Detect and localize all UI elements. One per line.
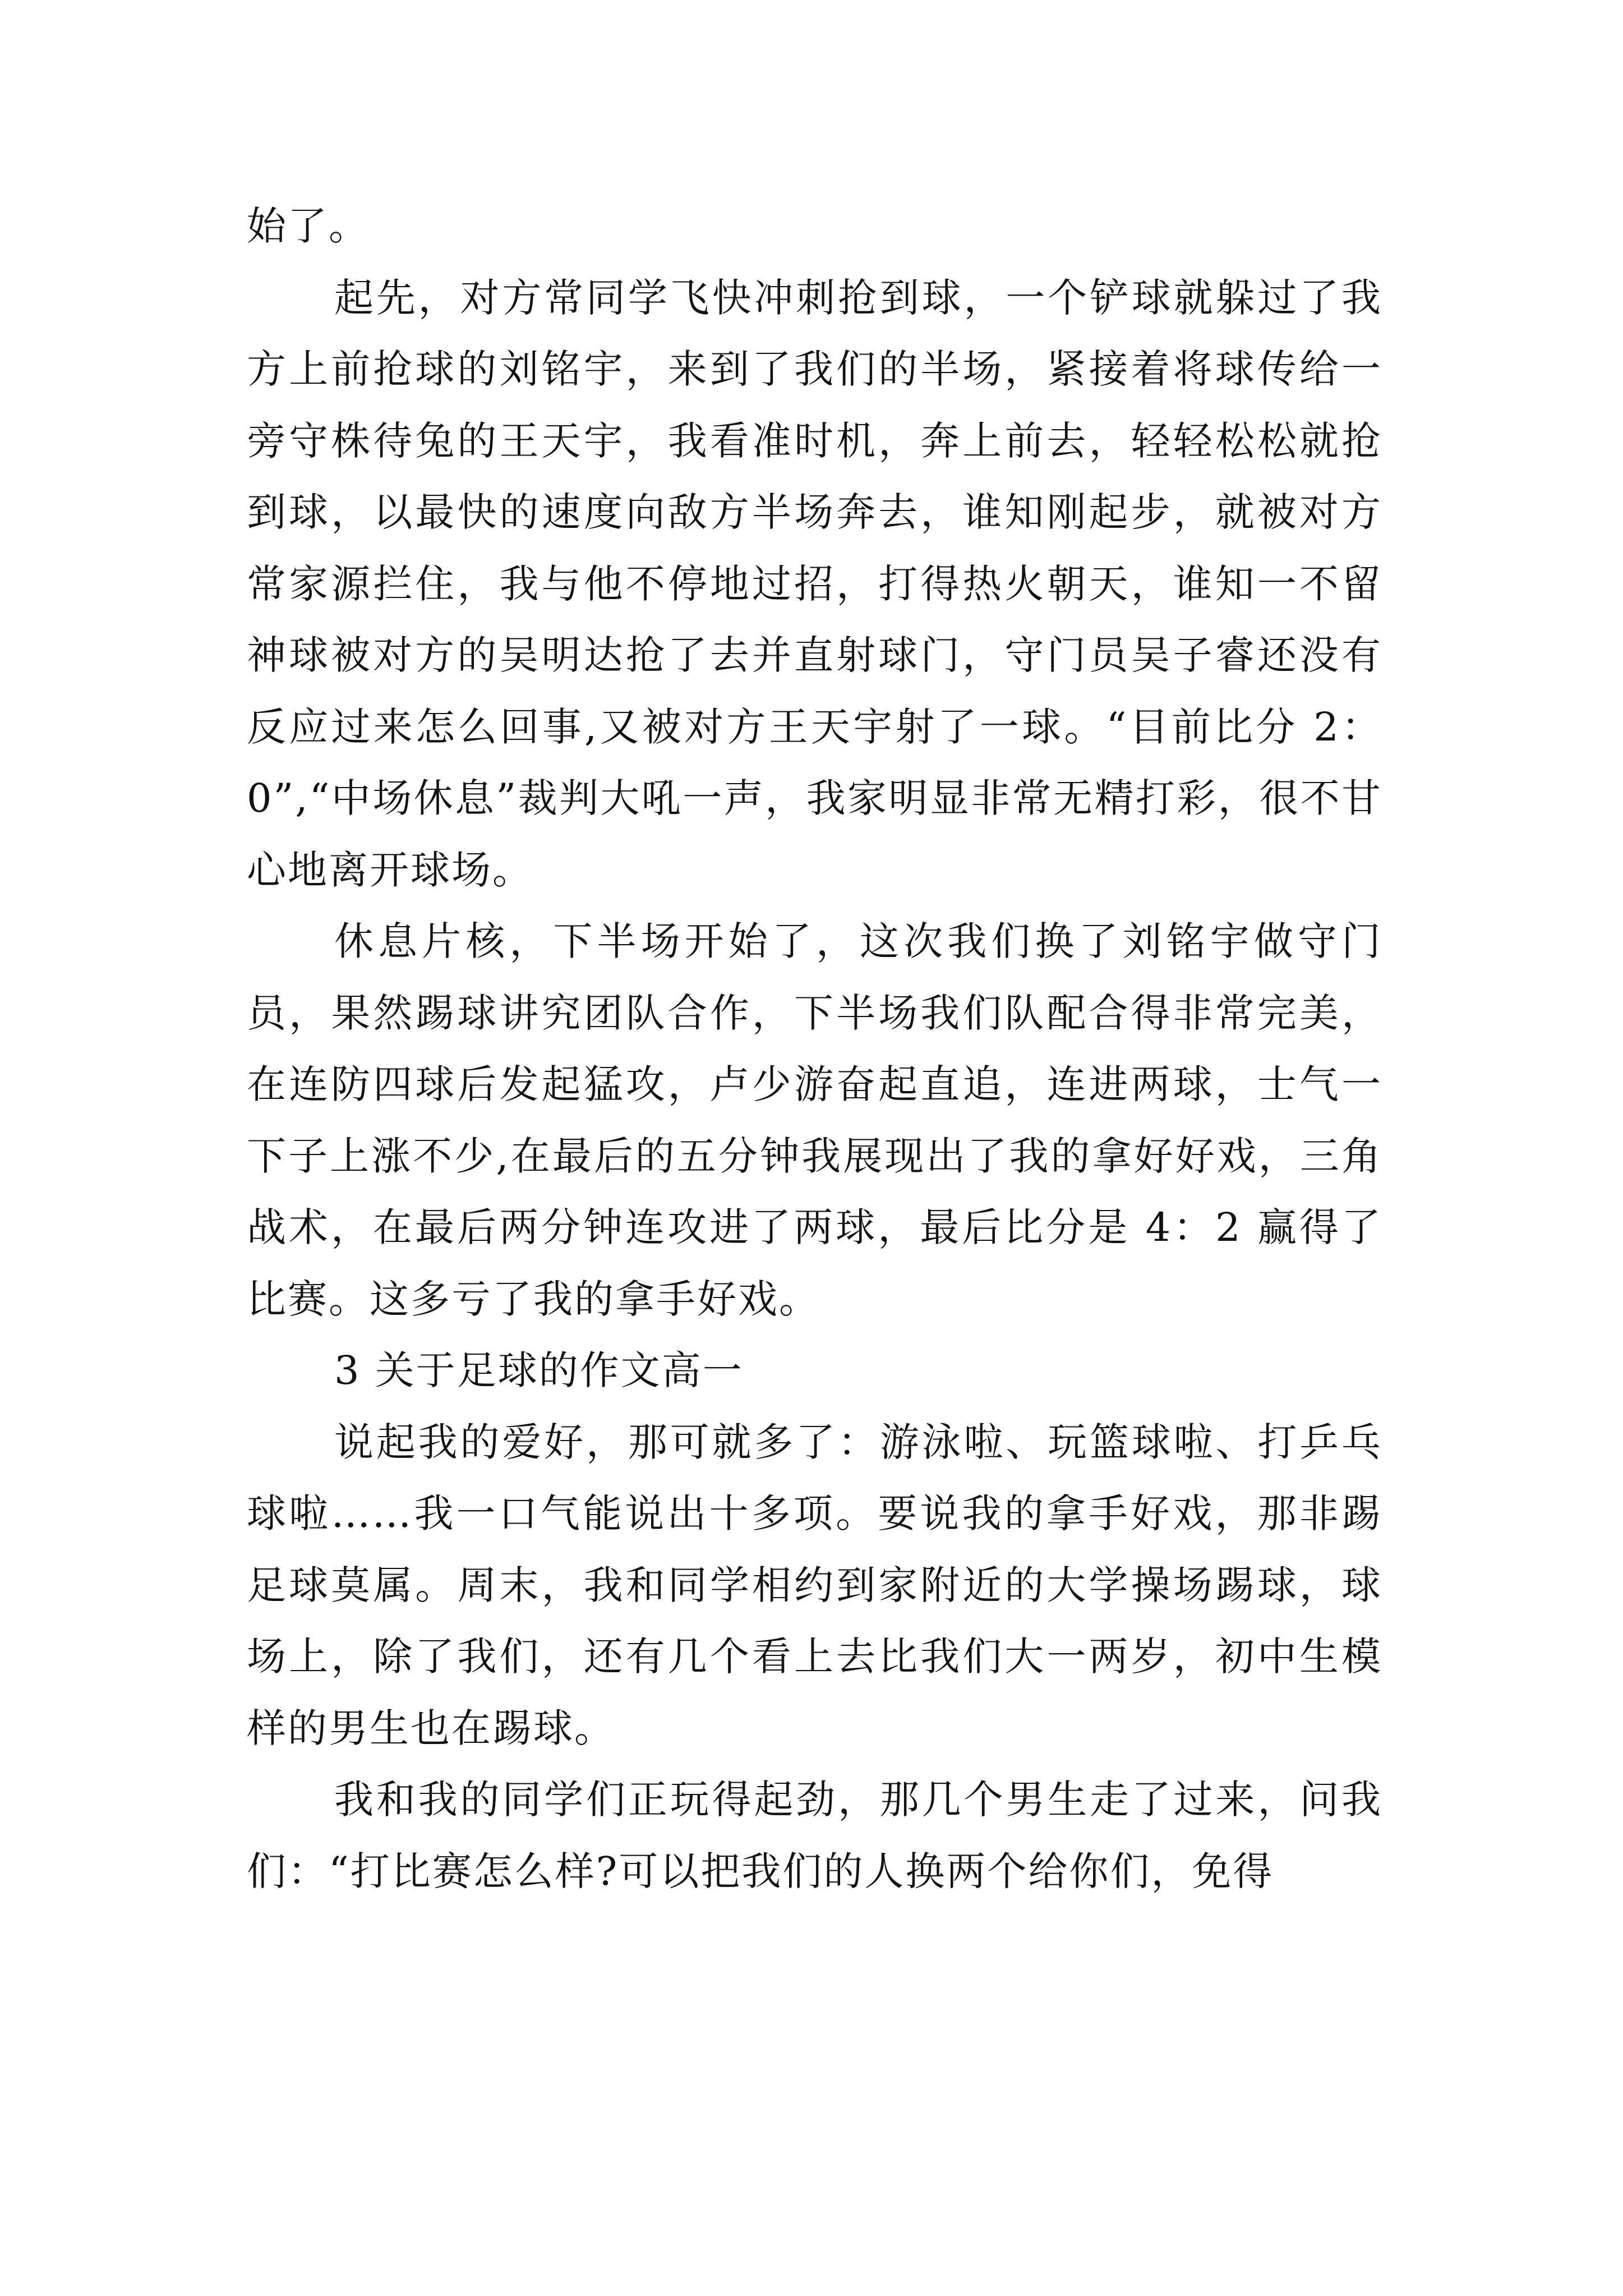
paragraph-hobbies: 说起我的爱好，那可就多了：游泳啦、玩篮球啦、打乒乓球啦……我一口气能说出十多项。要说我的拿手好戏，那非踢足球莫属。周末，我和同学相约到家附近的大学操场踢球，球场上，除了我们，还有几个看上去比我们大一两岁，初中生模样的男生也在踢球。 — [247, 1419, 1382, 1751]
section-heading: 3 关于足球的作文高一 — [334, 1347, 744, 1393]
document-body — [247, 191, 1382, 1907]
paragraph-second-half: 休息片核，下半场开始了，这次我们换了刘铭宇做守门员，果然踢球讲究团队合作，下半场我们队配合得非常完美，在连防四球后发起猛攻，卢少游奋起直追，连进两球，士气一下子上涨不少,在最后的五分钟我展现出了我的拿好好戏，三角战术，在最后两分钟连攻进了两球，最后比分是 4：2 赢得了比赛。这多亏了我的拿手好戏。 — [247, 918, 1382, 1322]
paragraph-continuation: 始了。 — [247, 203, 370, 249]
paragraph-challenge: 我和我的同学们正玩得起劲，那几个男生走了过来，问我们：“打比赛怎么样?可以把我们的人换两个给你们，免得 — [247, 1777, 1382, 1894]
paragraph-first-half: 起先，对方常同学飞快冲刺抢到球，一个铲球就躲过了我方上前抢球的刘铭宇，来到了我们的半场，紧接着将球传给一旁守株待兔的王天宇，我看准时机，奔上前去，轻轻松松就抢到球，以最快的速度向敌方半场奔去，谁知刚起步，就被对方常家源拦住，我与他不停地过招，打得热火朝天，谁知一不留神球被对方的吴明达抢了去并直射球门，守门员吴子睿还没有反应过来怎么回事,又被对方王天宇射了一球。“目前比分 2：0”,“中场休息”裁判大吼一声，我家明显非常无精打彩，很不甘心地离开球场。 — [247, 274, 1382, 893]
